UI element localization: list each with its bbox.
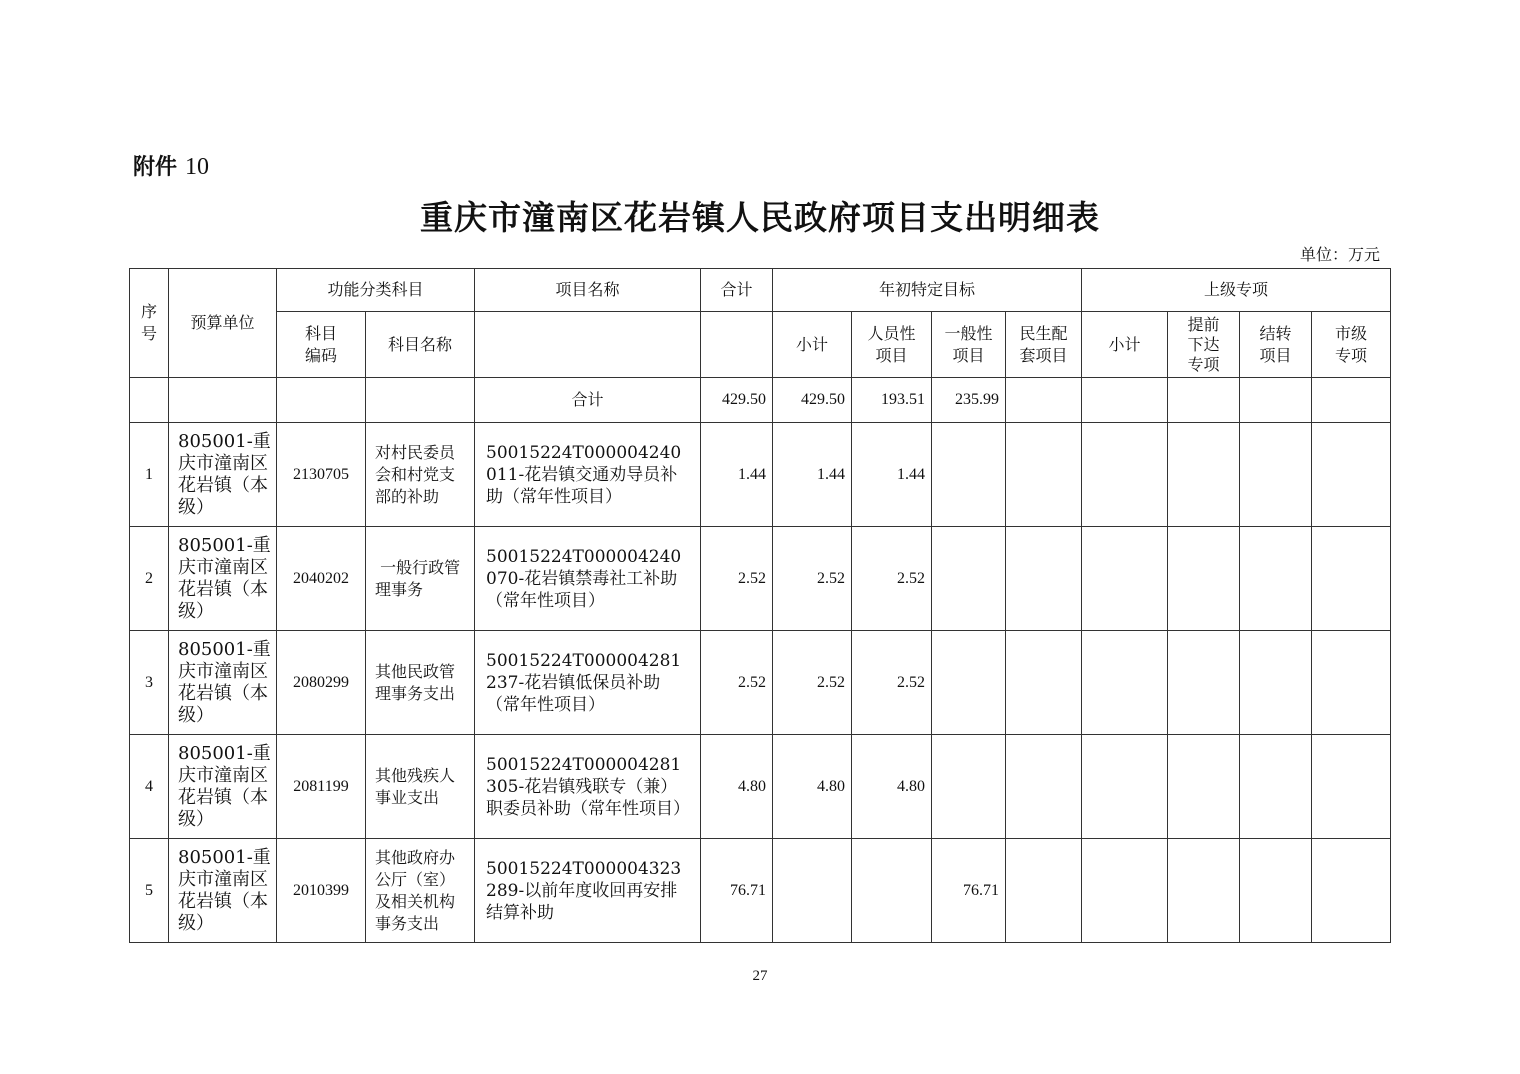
empty-cell (366, 378, 475, 423)
header-initial-target: 年初特定目标 (773, 269, 1082, 312)
cell-seq: 1 (130, 423, 169, 527)
header-subject-code: 科目编码 (277, 312, 366, 378)
cell-project-name: 50015224T000004240011-花岩镇交通劝导员补助（常年性项目） (475, 423, 701, 527)
cell-it-personnel (852, 839, 932, 943)
cell-it-subtotal: 2.52 (773, 631, 852, 735)
page-number: 27 (752, 968, 768, 984)
total-label: 合计 (475, 378, 701, 423)
table-row (130, 631, 1391, 735)
empty-cell (1168, 378, 1240, 423)
attachment-label (133, 150, 209, 181)
header-row-2 (130, 312, 1391, 378)
cell-seq: 4 (130, 735, 169, 839)
cell-it-personnel: 2.52 (852, 631, 932, 735)
cell-budget-unit: 805001-重庆市潼南区花岩镇（本级） (169, 423, 277, 527)
empty-cell (1006, 735, 1082, 839)
cell-project-name: 50015224T000004240070-花岩镇禁毒社工补助（常年性项目） (475, 527, 701, 631)
cell-it-personnel: 2.52 (852, 527, 932, 631)
cell-total: 2.52 (701, 631, 773, 735)
header-it-general: 一般性项目 (932, 312, 1006, 378)
empty-cell (1006, 527, 1082, 631)
empty-cell (1240, 423, 1312, 527)
cell-it-subtotal: 2.52 (773, 527, 852, 631)
cell-budget-unit: 805001-重庆市潼南区花岩镇（本级） (169, 735, 277, 839)
cell-seq: 3 (130, 631, 169, 735)
cell-subject-code: 2081199 (277, 735, 366, 839)
cell-budget-unit: 805001-重庆市潼南区花岩镇（本级） (169, 839, 277, 943)
empty-cell (1168, 527, 1240, 631)
header-blank (701, 312, 773, 378)
cell-it-general (932, 527, 1006, 631)
cell-subject-name: 一般行政管理事务 (366, 527, 475, 631)
table-row (130, 527, 1391, 631)
cell-subject-code: 2040202 (277, 527, 366, 631)
cell-subject-name: 其他残疾人事业支出 (366, 735, 475, 839)
cell-project-name: 50015224T000004323289-以前年度收回再安排结算补助 (475, 839, 701, 943)
empty-cell (169, 378, 277, 423)
empty-cell (1312, 735, 1391, 839)
empty-cell (1082, 735, 1168, 839)
attachment-text: 附件 (133, 155, 178, 180)
header-func-class: 功能分类科目 (277, 269, 475, 312)
header-total: 合计 (701, 269, 773, 312)
cell-it-personnel: 1.44 (852, 423, 932, 527)
unit-label: 单位：万元 (1299, 245, 1380, 264)
empty-cell (1006, 631, 1082, 735)
header-project-name: 项目名称 (475, 269, 701, 312)
cell-subject-name: 对村民委员会和村党支部的补助 (366, 423, 475, 527)
cell-subject-name: 其他政府办公厅（室）及相关机构事务支出 (366, 839, 475, 943)
cell-subject-name: 其他民政管理事务支出 (366, 631, 475, 735)
cell-seq: 2 (130, 527, 169, 631)
empty-cell (1006, 839, 1082, 943)
cell-it-general (932, 423, 1006, 527)
cell-project-name: 50015224T000004281305-花岩镇残联专（兼）职委员补助（常年性项目） (475, 735, 701, 839)
cell-total: 76.71 (701, 839, 773, 943)
empty-cell (1168, 839, 1240, 943)
total-row (130, 378, 1391, 423)
cell-total: 4.80 (701, 735, 773, 839)
header-budget-unit: 预算单位 (169, 269, 277, 378)
empty-cell (1082, 423, 1168, 527)
header-it-personnel: 人员性项目 (852, 312, 932, 378)
empty-cell (1312, 631, 1391, 735)
cell-it-general (932, 735, 1006, 839)
empty-cell (130, 378, 169, 423)
total-it-subtotal: 429.50 (773, 378, 852, 423)
empty-cell (1312, 527, 1391, 631)
cell-it-subtotal: 1.44 (773, 423, 852, 527)
header-row-1 (130, 269, 1391, 312)
empty-cell (1312, 423, 1391, 527)
cell-it-subtotal: 4.80 (773, 735, 852, 839)
empty-cell (1082, 839, 1168, 943)
table-row (130, 735, 1391, 839)
attachment-number: 10 (185, 154, 210, 180)
cell-total: 1.44 (701, 423, 773, 527)
header-sp-advance: 提前下达专项 (1168, 312, 1240, 378)
table-row (130, 423, 1391, 527)
empty-cell (1240, 527, 1312, 631)
empty-cell (1240, 378, 1312, 423)
empty-cell (1082, 378, 1168, 423)
empty-cell (277, 378, 366, 423)
total-it-general: 235.99 (932, 378, 1006, 423)
project-expenditure-table (129, 268, 1391, 943)
header-sp-subtotal: 小计 (1082, 312, 1168, 378)
header-it-livelihood: 民生配套项目 (1006, 312, 1082, 378)
header-sp-city: 市级专项 (1312, 312, 1391, 378)
empty-cell (1312, 378, 1391, 423)
cell-it-general (932, 631, 1006, 735)
empty-cell (1082, 527, 1168, 631)
empty-cell (1312, 839, 1391, 943)
cell-it-subtotal (773, 839, 852, 943)
empty-cell (1168, 735, 1240, 839)
cell-subject-code: 2010399 (277, 839, 366, 943)
cell-project-name: 50015224T000004281237-花岩镇低保员补助（常年性项目） (475, 631, 701, 735)
cell-budget-unit: 805001-重庆市潼南区花岩镇（本级） (169, 527, 277, 631)
empty-cell (1006, 423, 1082, 527)
header-it-subtotal: 小计 (773, 312, 852, 378)
cell-it-general: 76.71 (932, 839, 1006, 943)
total-total: 429.50 (701, 378, 773, 423)
header-seq: 序号 (130, 269, 169, 378)
empty-cell (1240, 735, 1312, 839)
empty-cell (1082, 631, 1168, 735)
empty-cell (1006, 378, 1082, 423)
cell-subject-code: 2130705 (277, 423, 366, 527)
page-title: 重庆市潼南区花岩镇人民政府项目支出明细表 (420, 198, 1100, 237)
header-blank (475, 312, 701, 378)
empty-cell (1168, 423, 1240, 527)
table-row (130, 839, 1391, 943)
cell-it-personnel: 4.80 (852, 735, 932, 839)
cell-seq: 5 (130, 839, 169, 943)
header-superior: 上级专项 (1082, 269, 1391, 312)
empty-cell (1168, 631, 1240, 735)
total-it-personnel: 193.51 (852, 378, 932, 423)
cell-budget-unit: 805001-重庆市潼南区花岩镇（本级） (169, 631, 277, 735)
header-sp-carryover: 结转项目 (1240, 312, 1312, 378)
cell-subject-code: 2080299 (277, 631, 366, 735)
empty-cell (1240, 839, 1312, 943)
cell-total: 2.52 (701, 527, 773, 631)
empty-cell (1240, 631, 1312, 735)
header-subject-name: 科目名称 (366, 312, 475, 378)
